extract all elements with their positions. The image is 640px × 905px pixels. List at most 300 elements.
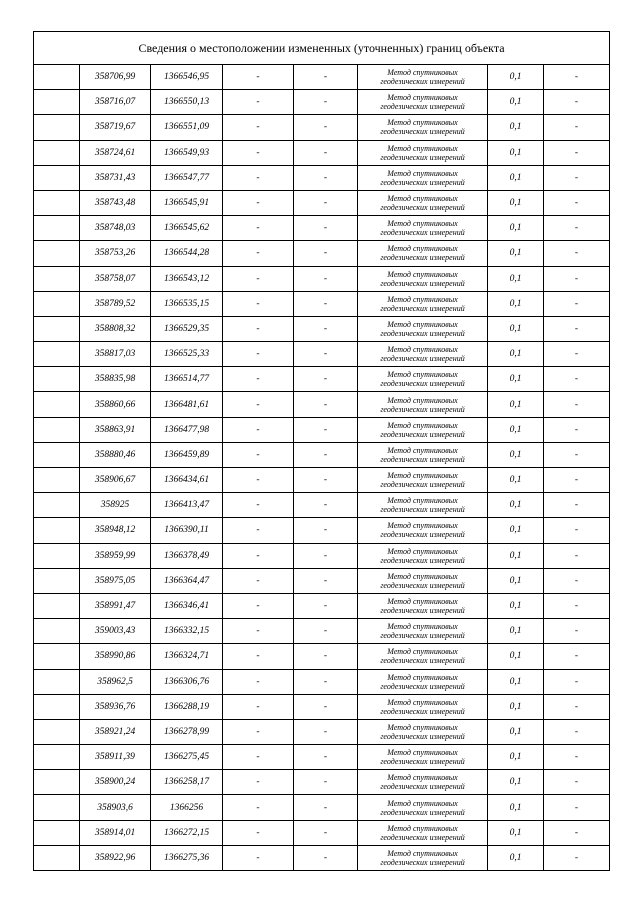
y-coordinate-cell: 1366477,98 [151, 417, 223, 442]
point-number-cell [34, 745, 80, 770]
method-line-1: Метод спутниковых [387, 345, 458, 355]
point-number-cell [34, 770, 80, 795]
empty-value-cell: - [223, 190, 294, 215]
y-coordinate-cell: 1366288,19 [151, 694, 223, 719]
table-row [34, 342, 610, 367]
empty-value-cell: - [544, 266, 610, 291]
method-line-1: Метод спутниковых [387, 496, 458, 506]
accuracy-cell: 0,1 [488, 165, 544, 190]
empty-value-cell: - [223, 140, 294, 165]
empty-value-cell: - [544, 845, 610, 870]
accuracy-cell: 0,1 [488, 342, 544, 367]
x-coordinate-cell: 358975,05 [80, 568, 151, 593]
method-line-1: Метод спутниковых [387, 597, 458, 607]
method-cell [358, 719, 488, 744]
empty-value-cell: - [544, 342, 610, 367]
y-coordinate-cell: 1366413,47 [151, 493, 223, 518]
empty-value-cell: - [294, 694, 358, 719]
accuracy-cell: 0,1 [488, 820, 544, 845]
empty-value-cell: - [294, 593, 358, 618]
y-coordinate-cell: 1366364,47 [151, 568, 223, 593]
method-cell [358, 316, 488, 341]
table-row [34, 795, 610, 820]
y-coordinate-cell: 1366544,28 [151, 241, 223, 266]
accuracy-cell: 0,1 [488, 770, 544, 795]
y-coordinate-cell: 1366324,71 [151, 644, 223, 669]
empty-value-cell: - [223, 367, 294, 392]
accuracy-cell: 0,1 [488, 140, 544, 165]
empty-value-cell: - [223, 65, 294, 90]
empty-value-cell: - [544, 795, 610, 820]
x-coordinate-cell: 358936,76 [80, 694, 151, 719]
empty-value-cell: - [544, 65, 610, 90]
x-coordinate-cell: 358863,91 [80, 417, 151, 442]
y-coordinate-cell: 1366550,13 [151, 90, 223, 115]
empty-value-cell: - [544, 216, 610, 241]
method-line-2: геодезических измерений [380, 203, 465, 213]
empty-value-cell: - [223, 468, 294, 493]
accuracy-cell: 0,1 [488, 745, 544, 770]
empty-value-cell: - [544, 593, 610, 618]
method-cell [358, 417, 488, 442]
empty-value-cell: - [223, 619, 294, 644]
x-coordinate-cell: 358817,03 [80, 342, 151, 367]
table-title-row [34, 32, 610, 65]
y-coordinate-cell: 1366549,93 [151, 140, 223, 165]
point-number-cell [34, 593, 80, 618]
accuracy-cell: 0,1 [488, 568, 544, 593]
x-coordinate-cell: 358706,99 [80, 65, 151, 90]
table-row [34, 820, 610, 845]
table-row [34, 518, 610, 543]
method-line-2: геодезических измерений [380, 328, 465, 338]
table-row [34, 392, 610, 417]
table-row [34, 468, 610, 493]
table-row [34, 745, 610, 770]
method-cell [358, 266, 488, 291]
empty-value-cell: - [223, 593, 294, 618]
empty-value-cell: - [294, 165, 358, 190]
empty-value-cell: - [294, 770, 358, 795]
empty-value-cell: - [223, 165, 294, 190]
point-number-cell [34, 291, 80, 316]
y-coordinate-cell: 1366545,62 [151, 216, 223, 241]
table-row [34, 417, 610, 442]
boundary-table [33, 31, 610, 871]
accuracy-cell: 0,1 [488, 669, 544, 694]
method-cell [358, 115, 488, 140]
empty-value-cell: - [294, 115, 358, 140]
point-number-cell [34, 115, 80, 140]
table-title: Сведения о местоположении измененных (уточненных) границ объекта [34, 32, 610, 65]
empty-value-cell: - [223, 316, 294, 341]
x-coordinate-cell: 358860,66 [80, 392, 151, 417]
method-cell [358, 770, 488, 795]
accuracy-cell: 0,1 [488, 266, 544, 291]
y-coordinate-cell: 1366272,15 [151, 820, 223, 845]
x-coordinate-cell: 358922,96 [80, 845, 151, 870]
empty-value-cell: - [294, 745, 358, 770]
method-cell [358, 745, 488, 770]
method-line-2: геодезических измерений [380, 857, 465, 867]
empty-value-cell: - [544, 644, 610, 669]
point-number-cell [34, 367, 80, 392]
point-number-cell [34, 417, 80, 442]
method-line-2: геодезических измерений [380, 580, 465, 590]
method-line-2: геодезических измерений [380, 102, 465, 112]
point-number-cell [34, 342, 80, 367]
table-row [34, 165, 610, 190]
y-coordinate-cell: 1366275,36 [151, 845, 223, 870]
empty-value-cell: - [294, 216, 358, 241]
point-number-cell [34, 468, 80, 493]
method-line-1: Метод спутниковых [387, 697, 458, 707]
method-cell [358, 291, 488, 316]
empty-value-cell: - [544, 140, 610, 165]
table-row [34, 694, 610, 719]
accuracy-cell: 0,1 [488, 241, 544, 266]
empty-value-cell: - [223, 644, 294, 669]
table-row [34, 619, 610, 644]
table-row [34, 65, 610, 90]
method-line-1: Метод спутниковых [387, 773, 458, 783]
empty-value-cell: - [544, 367, 610, 392]
method-line-2: геодезических измерений [380, 480, 465, 490]
empty-value-cell: - [544, 392, 610, 417]
empty-value-cell: - [294, 619, 358, 644]
empty-value-cell: - [223, 795, 294, 820]
point-number-cell [34, 568, 80, 593]
table-row [34, 190, 610, 215]
empty-value-cell: - [223, 518, 294, 543]
empty-value-cell: - [223, 392, 294, 417]
y-coordinate-cell: 1366551,09 [151, 115, 223, 140]
empty-value-cell: - [223, 770, 294, 795]
table-row [34, 115, 610, 140]
accuracy-cell: 0,1 [488, 442, 544, 467]
table-row [34, 493, 610, 518]
empty-value-cell: - [544, 719, 610, 744]
x-coordinate-cell: 358719,67 [80, 115, 151, 140]
empty-value-cell: - [294, 367, 358, 392]
accuracy-cell: 0,1 [488, 644, 544, 669]
empty-value-cell: - [294, 669, 358, 694]
empty-value-cell: - [544, 115, 610, 140]
method-line-2: геодезических измерений [380, 429, 465, 439]
document-page [33, 31, 609, 871]
accuracy-cell: 0,1 [488, 845, 544, 870]
empty-value-cell: - [544, 468, 610, 493]
empty-value-cell: - [294, 543, 358, 568]
x-coordinate-cell: 358880,46 [80, 442, 151, 467]
empty-value-cell: - [294, 644, 358, 669]
x-coordinate-cell: 358753,26 [80, 241, 151, 266]
method-line-2: геодезических измерений [380, 354, 465, 364]
method-line-2: геодезических измерений [380, 656, 465, 666]
x-coordinate-cell: 358716,07 [80, 90, 151, 115]
accuracy-cell: 0,1 [488, 619, 544, 644]
empty-value-cell: - [544, 190, 610, 215]
empty-value-cell: - [544, 417, 610, 442]
accuracy-cell: 0,1 [488, 593, 544, 618]
x-coordinate-cell: 358835,98 [80, 367, 151, 392]
y-coordinate-cell: 1366535,15 [151, 291, 223, 316]
method-cell [358, 90, 488, 115]
x-coordinate-cell: 358731,43 [80, 165, 151, 190]
table-row [34, 644, 610, 669]
empty-value-cell: - [223, 820, 294, 845]
table-row [34, 845, 610, 870]
x-coordinate-cell: 358948,12 [80, 518, 151, 543]
point-number-cell [34, 316, 80, 341]
method-cell [358, 468, 488, 493]
table-row [34, 367, 610, 392]
method-line-2: геодезических измерений [380, 606, 465, 616]
point-number-cell [34, 241, 80, 266]
method-line-1: Метод спутниковых [387, 219, 458, 229]
method-cell [358, 442, 488, 467]
method-line-1: Метод спутниковых [387, 722, 458, 732]
method-line-2: геодезических измерений [380, 152, 465, 162]
y-coordinate-cell: 1366546,95 [151, 65, 223, 90]
method-cell [358, 593, 488, 618]
empty-value-cell: - [544, 90, 610, 115]
point-number-cell [34, 442, 80, 467]
empty-value-cell: - [294, 90, 358, 115]
y-coordinate-cell: 1366275,45 [151, 745, 223, 770]
empty-value-cell: - [544, 745, 610, 770]
empty-value-cell: - [294, 820, 358, 845]
method-cell [358, 367, 488, 392]
accuracy-cell: 0,1 [488, 694, 544, 719]
method-line-1: Метод спутниковых [387, 68, 458, 78]
table-row [34, 90, 610, 115]
empty-value-cell: - [544, 518, 610, 543]
empty-value-cell: - [294, 719, 358, 744]
method-line-2: геодезических измерений [380, 530, 465, 540]
empty-value-cell: - [223, 568, 294, 593]
method-cell [358, 165, 488, 190]
empty-value-cell: - [223, 417, 294, 442]
empty-value-cell: - [223, 291, 294, 316]
empty-value-cell: - [294, 392, 358, 417]
table-row [34, 216, 610, 241]
method-cell [358, 493, 488, 518]
method-cell [358, 518, 488, 543]
method-cell [358, 795, 488, 820]
method-line-2: геодезических измерений [380, 782, 465, 792]
empty-value-cell: - [223, 543, 294, 568]
method-cell [358, 619, 488, 644]
point-number-cell [34, 90, 80, 115]
empty-value-cell: - [294, 316, 358, 341]
empty-value-cell: - [223, 745, 294, 770]
table-row [34, 140, 610, 165]
empty-value-cell: - [223, 342, 294, 367]
x-coordinate-cell: 358925 [80, 493, 151, 518]
point-number-cell [34, 266, 80, 291]
empty-value-cell: - [544, 619, 610, 644]
method-line-1: Метод спутниковых [387, 118, 458, 128]
method-line-1: Метод спутниковых [387, 294, 458, 304]
y-coordinate-cell: 1366378,49 [151, 543, 223, 568]
y-coordinate-cell: 1366529,35 [151, 316, 223, 341]
method-cell [358, 694, 488, 719]
accuracy-cell: 0,1 [488, 367, 544, 392]
method-line-2: геодезических измерений [380, 177, 465, 187]
y-coordinate-cell: 1366514,77 [151, 367, 223, 392]
accuracy-cell: 0,1 [488, 90, 544, 115]
empty-value-cell: - [544, 568, 610, 593]
x-coordinate-cell: 358921,24 [80, 719, 151, 744]
point-number-cell [34, 65, 80, 90]
empty-value-cell: - [294, 518, 358, 543]
x-coordinate-cell: 358959,99 [80, 543, 151, 568]
empty-value-cell: - [223, 241, 294, 266]
method-line-2: геодезических измерений [380, 253, 465, 263]
method-line-1: Метод спутниковых [387, 571, 458, 581]
table-row [34, 770, 610, 795]
method-line-2: геодезических измерений [380, 454, 465, 464]
method-line-2: геодезических измерений [380, 228, 465, 238]
y-coordinate-cell: 1366481,61 [151, 392, 223, 417]
method-line-1: Метод спутниковых [387, 471, 458, 481]
accuracy-cell: 0,1 [488, 795, 544, 820]
method-line-1: Метод спутниковых [387, 269, 458, 279]
empty-value-cell: - [223, 719, 294, 744]
point-number-cell [34, 719, 80, 744]
x-coordinate-cell: 358990,86 [80, 644, 151, 669]
accuracy-cell: 0,1 [488, 719, 544, 744]
x-coordinate-cell: 358808,32 [80, 316, 151, 341]
point-number-cell [34, 190, 80, 215]
y-coordinate-cell: 1366545,91 [151, 190, 223, 215]
method-line-1: Метод спутниковых [387, 546, 458, 556]
empty-value-cell: - [544, 543, 610, 568]
method-cell [358, 65, 488, 90]
empty-value-cell: - [294, 493, 358, 518]
method-line-2: геодезических измерений [380, 731, 465, 741]
method-line-2: геодезических измерений [380, 404, 465, 414]
method-cell [358, 669, 488, 694]
method-cell [358, 392, 488, 417]
empty-value-cell: - [223, 90, 294, 115]
empty-value-cell: - [223, 669, 294, 694]
accuracy-cell: 0,1 [488, 468, 544, 493]
empty-value-cell: - [544, 291, 610, 316]
table-row [34, 568, 610, 593]
method-cell [358, 543, 488, 568]
accuracy-cell: 0,1 [488, 518, 544, 543]
point-number-cell [34, 644, 80, 669]
empty-value-cell: - [294, 266, 358, 291]
empty-value-cell: - [544, 820, 610, 845]
point-number-cell [34, 845, 80, 870]
method-line-2: геодезических измерений [380, 278, 465, 288]
x-coordinate-cell: 358748,03 [80, 216, 151, 241]
empty-value-cell: - [294, 190, 358, 215]
x-coordinate-cell: 358962,5 [80, 669, 151, 694]
empty-value-cell: - [544, 669, 610, 694]
point-number-cell [34, 392, 80, 417]
empty-value-cell: - [294, 291, 358, 316]
empty-value-cell: - [294, 417, 358, 442]
table-row [34, 543, 610, 568]
empty-value-cell: - [544, 442, 610, 467]
empty-value-cell: - [544, 694, 610, 719]
empty-value-cell: - [294, 442, 358, 467]
table-row [34, 593, 610, 618]
method-line-2: геодезических измерений [380, 77, 465, 87]
empty-value-cell: - [223, 442, 294, 467]
method-line-2: геодезических измерений [380, 303, 465, 313]
y-coordinate-cell: 1366256 [151, 795, 223, 820]
x-coordinate-cell: 358991,47 [80, 593, 151, 618]
method-line-2: геодезических измерений [380, 681, 465, 691]
table-row [34, 316, 610, 341]
point-number-cell [34, 518, 80, 543]
method-cell [358, 845, 488, 870]
empty-value-cell: - [223, 266, 294, 291]
method-line-1: Метод спутниковых [387, 622, 458, 632]
y-coordinate-cell: 1366332,15 [151, 619, 223, 644]
y-coordinate-cell: 1366258,17 [151, 770, 223, 795]
y-coordinate-cell: 1366459,89 [151, 442, 223, 467]
point-number-cell [34, 795, 80, 820]
table-row [34, 669, 610, 694]
method-cell [358, 216, 488, 241]
method-line-2: геодезических измерений [380, 127, 465, 137]
table-row [34, 241, 610, 266]
y-coordinate-cell: 1366306,76 [151, 669, 223, 694]
point-number-cell [34, 543, 80, 568]
point-number-cell [34, 216, 80, 241]
method-cell [358, 241, 488, 266]
x-coordinate-cell: 358900,24 [80, 770, 151, 795]
empty-value-cell: - [294, 845, 358, 870]
x-coordinate-cell: 358911,39 [80, 745, 151, 770]
empty-value-cell: - [223, 115, 294, 140]
method-line-2: геодезических измерений [380, 379, 465, 389]
method-line-1: Метод спутниковых [387, 647, 458, 657]
empty-value-cell: - [223, 694, 294, 719]
method-cell [358, 644, 488, 669]
y-coordinate-cell: 1366547,77 [151, 165, 223, 190]
method-line-2: геодезических измерений [380, 555, 465, 565]
empty-value-cell: - [544, 316, 610, 341]
x-coordinate-cell: 358906,67 [80, 468, 151, 493]
point-number-cell [34, 493, 80, 518]
x-coordinate-cell: 358743,48 [80, 190, 151, 215]
empty-value-cell: - [294, 65, 358, 90]
point-number-cell [34, 165, 80, 190]
method-line-2: геодезических измерений [380, 757, 465, 767]
method-line-1: Метод спутниковых [387, 798, 458, 808]
x-coordinate-cell: 358903,6 [80, 795, 151, 820]
empty-value-cell: - [294, 241, 358, 266]
empty-value-cell: - [294, 795, 358, 820]
method-cell [358, 568, 488, 593]
accuracy-cell: 0,1 [488, 316, 544, 341]
method-line-1: Метод спутниковых [387, 823, 458, 833]
x-coordinate-cell: 358914,01 [80, 820, 151, 845]
accuracy-cell: 0,1 [488, 291, 544, 316]
method-cell [358, 820, 488, 845]
point-number-cell [34, 694, 80, 719]
method-line-1: Метод спутниковых [387, 319, 458, 329]
method-line-1: Метод спутниковых [387, 194, 458, 204]
accuracy-cell: 0,1 [488, 493, 544, 518]
